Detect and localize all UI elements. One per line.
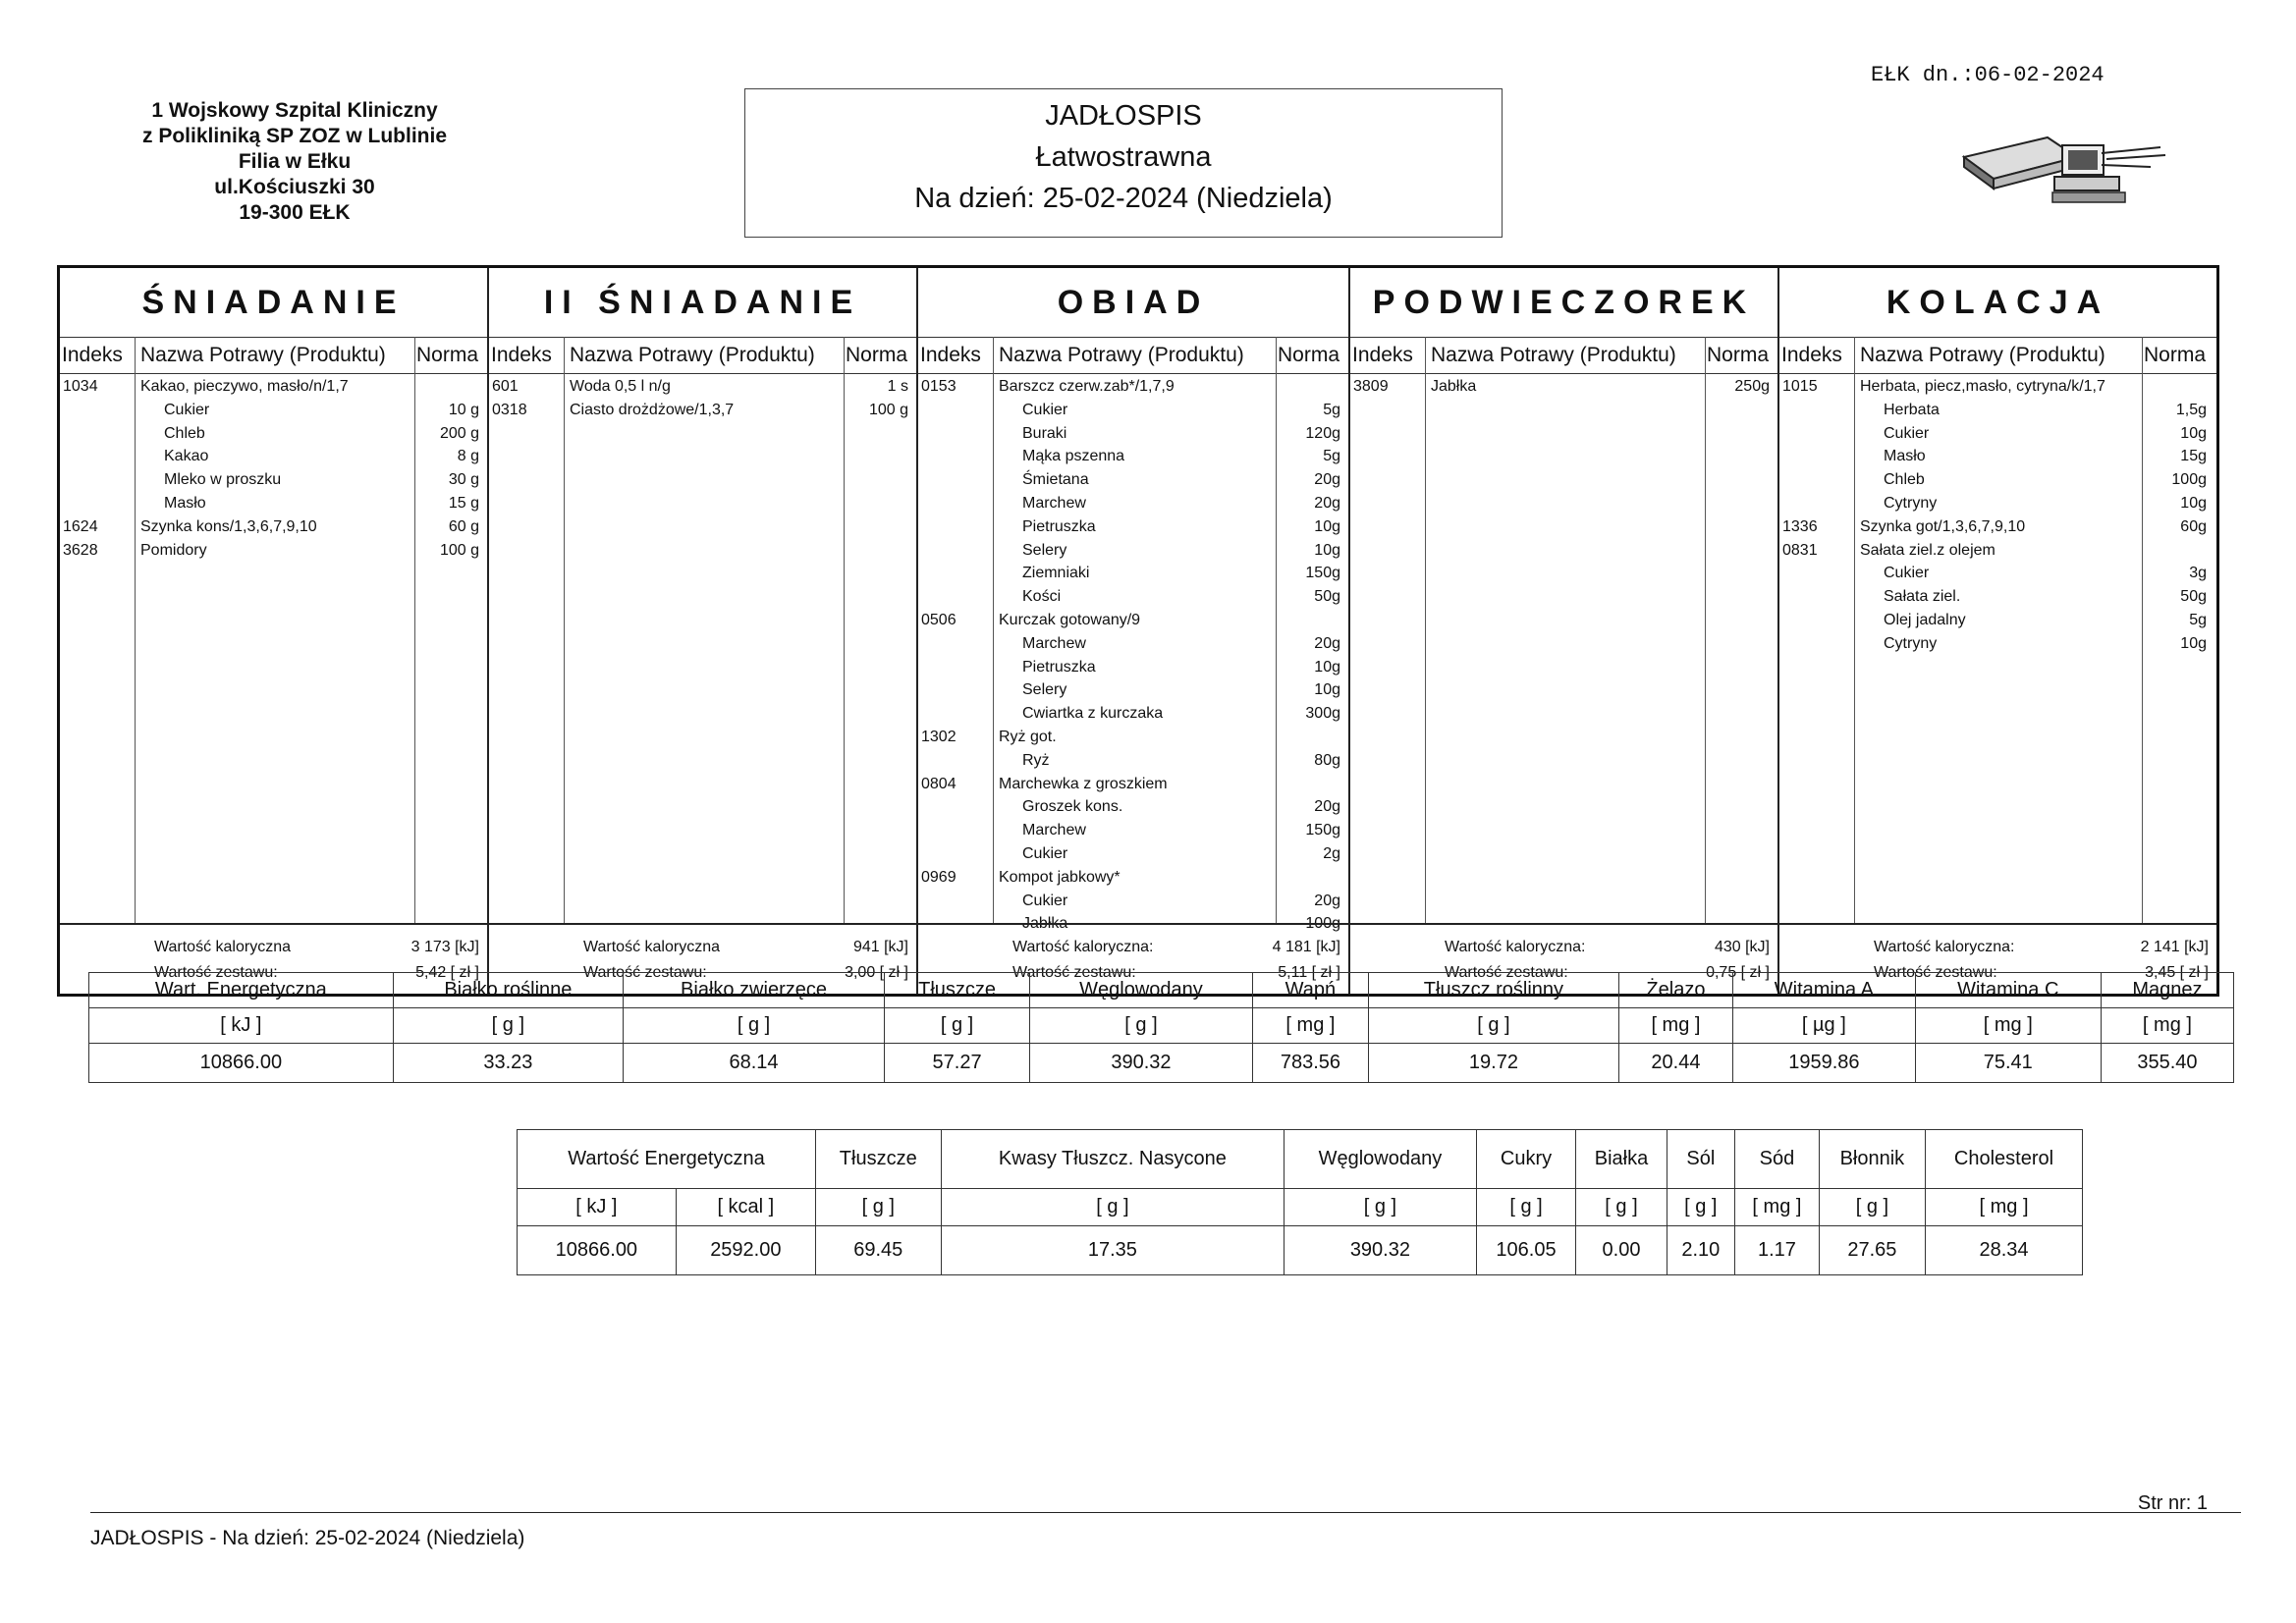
item-norm: 20g	[1314, 471, 1340, 489]
item-norm: 60 g	[448, 517, 479, 535]
cost-label: Wartość zestawu:	[1874, 964, 1997, 981]
menu-row	[918, 425, 1348, 449]
cost-label: Wartość zestawu:	[583, 964, 707, 981]
label-nutrients-header-row	[518, 1130, 2083, 1189]
item-name: Marchewka z groszkiem	[999, 775, 1168, 792]
item-index: 0969	[921, 868, 957, 886]
nutrient-header: Wapń	[1252, 973, 1368, 1008]
menu-row	[1779, 565, 2216, 588]
item-name: Woda 0,5 l n/g	[570, 378, 671, 395]
cost-value: 3,00 [ zł ]	[845, 964, 908, 981]
nutrient-unit: [ g ]	[1369, 1008, 1619, 1044]
item-name: Kompot jabkowy*	[999, 868, 1121, 886]
nutrient-value: 10866.00	[518, 1226, 677, 1275]
menu-row	[1779, 425, 2216, 449]
item-norm: 300g	[1305, 705, 1340, 723]
item-name: Pomidory	[140, 541, 207, 559]
menu-row	[918, 448, 1348, 471]
item-name: Jabłka	[1022, 915, 1068, 933]
column-header: Indeks	[1352, 344, 1413, 366]
meal-column	[1350, 268, 1779, 994]
item-name: Cukier	[164, 401, 210, 418]
nutrient-header: Żelazo	[1618, 973, 1732, 1008]
nutrient-unit: [ kJ ]	[518, 1189, 677, 1226]
item-name: Mąka pszenna	[1022, 448, 1125, 465]
menu-row	[1779, 471, 2216, 495]
menu-row	[918, 705, 1348, 729]
item-name: Cukier	[1022, 892, 1068, 909]
item-name: Cytryny	[1884, 634, 1938, 652]
hospital-line: Filia w Ełku	[238, 150, 352, 173]
nutrient-value: 106.05	[1476, 1226, 1576, 1275]
item-name: Groszek kons.	[1022, 798, 1123, 816]
column-divider	[1425, 337, 1426, 925]
item-index: 1034	[63, 378, 98, 395]
item-norm: 10g	[1314, 541, 1340, 559]
item-name: Marchew	[1022, 494, 1086, 512]
kcal-label: Wartość kaloryczna:	[1012, 939, 1154, 955]
item-index: 0804	[921, 775, 957, 792]
item-index: 0831	[1782, 541, 1818, 559]
nutrient-value: 33.23	[393, 1044, 623, 1083]
item-name: Herbata	[1884, 401, 1940, 418]
meal-column-headers	[489, 337, 916, 374]
label-nutrients-table	[517, 1129, 2083, 1275]
menu-row	[1779, 588, 2216, 612]
column-header: Norma	[846, 344, 908, 366]
item-name: Jabłka	[1431, 378, 1477, 395]
item-index: 3628	[63, 541, 98, 559]
nutrient-value: 390.32	[1030, 1044, 1253, 1083]
menu-row	[60, 495, 487, 518]
menu-row	[1779, 612, 2216, 635]
item-index: 0318	[492, 401, 527, 418]
item-name: Cukier	[1884, 424, 1930, 442]
page-title: JADŁOSPIS	[1045, 100, 1202, 132]
hospital-line: 1 Wojskowy Szpital Kliniczny	[151, 99, 438, 122]
menu-row	[918, 588, 1348, 612]
menu-row	[1779, 402, 2216, 425]
nutrient-value: 1.17	[1735, 1226, 1820, 1275]
item-norm: 30 g	[448, 471, 479, 489]
item-index: 1624	[63, 517, 98, 535]
column-header: Nazwa Potrawy (Produktu)	[1431, 344, 1676, 366]
nutrient-unit: [ mg ]	[2101, 1008, 2233, 1044]
menu-row	[1779, 542, 2216, 566]
meal-column	[489, 268, 918, 994]
nutrient-value: 19.72	[1369, 1044, 1619, 1083]
item-name: Marchew	[1022, 634, 1086, 652]
nutrient-unit: [ g ]	[393, 1008, 623, 1044]
meal-column-headers	[918, 337, 1348, 374]
meal-title: KOLACJA	[1886, 284, 2110, 321]
menu-row	[60, 518, 487, 542]
column-divider	[564, 337, 565, 925]
nutrients-table	[88, 972, 2234, 1083]
nutrient-unit: [ g ]	[1667, 1189, 1735, 1226]
nutrients-value-row	[89, 1044, 2234, 1083]
nutrient-value: 69.45	[815, 1226, 941, 1275]
item-name: Ryż	[1022, 751, 1050, 769]
menu-row	[918, 798, 1348, 822]
nutrient-unit: [ g ]	[941, 1189, 1285, 1226]
menu-row	[1779, 378, 2216, 402]
nutrient-value: 783.56	[1252, 1044, 1368, 1083]
column-header: Norma	[416, 344, 479, 366]
item-norm: 10g	[1314, 658, 1340, 676]
label-nutrients-value-row	[518, 1226, 2083, 1275]
cost-label: Wartość zestawu:	[154, 964, 278, 981]
cost-value: 3,45 [ zł ]	[2145, 964, 2209, 981]
item-norm: 100 g	[439, 541, 479, 559]
menu-row	[60, 378, 487, 402]
item-name: Herbata, piecz,masło, cytryna/k/1,7	[1860, 378, 2105, 395]
meal-rows	[489, 378, 916, 425]
cost-label: Wartość zestawu:	[1445, 964, 1568, 981]
item-name: Chleb	[164, 424, 205, 442]
nutrient-unit: [ mg ]	[1252, 1008, 1368, 1044]
place-date: EŁK dn.:06-02-2024	[1871, 63, 2105, 87]
nutrient-unit: [ g ]	[1476, 1189, 1576, 1226]
menu-row	[60, 471, 487, 495]
nutrient-unit: [ mg ]	[1735, 1189, 1820, 1226]
item-name: Kurczak gotowany/9	[999, 611, 1141, 628]
meal-rows	[918, 378, 1348, 939]
cost-value: 5,11 [ zł ]	[1278, 964, 1340, 981]
nutrient-value: 20.44	[1618, 1044, 1732, 1083]
item-norm: 120g	[1305, 424, 1340, 442]
nutrient-unit: [ g ]	[623, 1008, 884, 1044]
nutrient-header: Witamina C	[1915, 973, 2101, 1008]
menu-row	[60, 448, 487, 471]
menu-row	[918, 893, 1348, 916]
menu-row	[918, 822, 1348, 845]
menu-row	[918, 495, 1348, 518]
nutrient-unit: [ µg ]	[1733, 1008, 1916, 1044]
nutrient-value: 390.32	[1285, 1226, 1476, 1275]
menu-row	[1779, 495, 2216, 518]
nutrient-header: Wartość Energetyczna	[518, 1130, 816, 1189]
menu-row	[489, 402, 916, 425]
item-index: 1302	[921, 728, 957, 745]
meal-column-headers	[1779, 337, 2216, 374]
item-norm: 250g	[1734, 378, 1770, 395]
item-name: Pietruszka	[1022, 658, 1096, 676]
item-name: Szynka got/1,3,6,7,9,10	[1860, 517, 2026, 535]
item-norm: 15g	[2180, 448, 2207, 465]
menu-row	[918, 612, 1348, 635]
meal-title: PODWIECZOREK	[1372, 284, 1756, 321]
menu-row	[60, 542, 487, 566]
menu-row	[918, 565, 1348, 588]
item-norm: 20g	[1314, 798, 1340, 816]
menu-row	[60, 402, 487, 425]
menu-row	[489, 378, 916, 402]
item-name: Selery	[1022, 681, 1067, 699]
menu-row	[1350, 378, 1777, 402]
menu-row	[1779, 448, 2216, 471]
item-norm: 15 g	[448, 494, 479, 512]
cost-value: 5,42 [ zł ]	[415, 964, 479, 981]
item-norm: 10g	[2180, 494, 2207, 512]
column-header: Nazwa Potrawy (Produktu)	[570, 344, 815, 366]
item-norm: 1,5g	[2175, 401, 2207, 418]
diet-name: Łatwostrawna	[1035, 141, 1212, 173]
item-norm: 10g	[2180, 424, 2207, 442]
item-norm: 5g	[1323, 401, 1340, 418]
meal-column	[1779, 268, 2216, 994]
kcal-value: 941 [kJ]	[852, 939, 908, 955]
menu-row	[918, 845, 1348, 869]
item-name: Masło	[164, 494, 206, 512]
column-header: Indeks	[491, 344, 552, 366]
column-header: Indeks	[1781, 344, 1842, 366]
item-name: Śmietana	[1022, 471, 1089, 489]
menu-row	[1779, 635, 2216, 659]
menu-row	[918, 681, 1348, 705]
nutrient-header: Węglowodany	[1285, 1130, 1476, 1189]
menu-row	[918, 729, 1348, 752]
item-norm: 2g	[1323, 844, 1340, 862]
meal-column-headers	[1350, 337, 1777, 374]
nutrient-unit: [ g ]	[1030, 1008, 1253, 1044]
nutrient-header: Białko roślinne	[393, 973, 623, 1008]
menu-row	[918, 635, 1348, 659]
kcal-label: Wartość kaloryczna	[583, 939, 720, 955]
item-name: Ziemniaki	[1022, 565, 1090, 582]
item-norm: 50g	[1314, 588, 1340, 606]
meal-column	[60, 268, 489, 994]
nutrients-unit-row	[89, 1008, 2234, 1044]
item-name: Cukier	[1884, 565, 1930, 582]
item-norm: 100g	[1305, 915, 1340, 933]
column-header: Norma	[1707, 344, 1770, 366]
nutrient-header: Tłuszcz roślinny	[1369, 973, 1619, 1008]
item-name: Cukier	[1022, 401, 1068, 418]
meal-title: ŚNIADANIE	[141, 284, 406, 321]
nutrient-value: 2592.00	[676, 1226, 815, 1275]
meal-rows	[60, 378, 487, 565]
item-norm: 10g	[1314, 681, 1340, 699]
nutrient-unit: [ kcal ]	[676, 1189, 815, 1226]
nutrient-unit: [ mg ]	[1926, 1189, 2083, 1226]
footer-divider	[90, 1512, 2241, 1513]
item-norm: 20g	[1314, 494, 1340, 512]
nutrient-value: 10866.00	[89, 1044, 394, 1083]
item-norm: 8 g	[457, 448, 479, 465]
label-nutrients-unit-row	[518, 1189, 2083, 1226]
nutrient-header: Białko zwierzęce	[623, 973, 884, 1008]
item-norm: 1 s	[887, 378, 908, 395]
item-name: Ryż got.	[999, 728, 1057, 745]
item-name: Cwiartka z kurczaka	[1022, 705, 1164, 723]
column-header: Nazwa Potrawy (Produktu)	[999, 344, 1244, 366]
menu-row	[60, 425, 487, 449]
item-name: Kakao	[164, 448, 209, 465]
item-name: Buraki	[1022, 424, 1067, 442]
kcal-label: Wartość kaloryczna	[154, 939, 291, 955]
item-norm: 150g	[1305, 565, 1340, 582]
nutrient-header: Węglowodany	[1030, 973, 1253, 1008]
item-norm: 80g	[1314, 751, 1340, 769]
nutrient-unit: [ mg ]	[1618, 1008, 1732, 1044]
item-norm: 150g	[1305, 822, 1340, 839]
nutrient-unit: [ mg ]	[1915, 1008, 2101, 1044]
kcal-value: 4 181 [kJ]	[1272, 939, 1340, 955]
nutrient-value: 17.35	[941, 1226, 1285, 1275]
nutrient-header: Tłuszcze	[885, 973, 1030, 1008]
item-norm: 10g	[1314, 517, 1340, 535]
menu-row	[918, 402, 1348, 425]
kcal-value: 3 173 [kJ]	[410, 939, 479, 955]
nutrient-unit: [ g ]	[885, 1008, 1030, 1044]
item-index: 0153	[921, 378, 957, 395]
kcal-label: Wartość kaloryczna:	[1874, 939, 2015, 955]
item-norm: 100 g	[868, 401, 908, 418]
item-norm: 5g	[2189, 611, 2207, 628]
item-index: 1336	[1782, 517, 1818, 535]
nutrient-value: 27.65	[1819, 1226, 1925, 1275]
item-norm: 5g	[1323, 448, 1340, 465]
item-index: 1015	[1782, 378, 1818, 395]
meal-title: OBIAD	[1057, 284, 1210, 321]
nutrient-header: Białka	[1576, 1130, 1667, 1189]
nutrient-header: Błonnik	[1819, 1130, 1925, 1189]
book-computer-logo-icon	[1954, 118, 2170, 208]
nutrient-unit: [ g ]	[1285, 1189, 1476, 1226]
item-norm: 200 g	[439, 424, 479, 442]
item-name: Mleko w proszku	[164, 471, 282, 489]
item-name: Masło	[1884, 448, 1926, 465]
item-name: Barszcz czerw.zab*/1,7,9	[999, 378, 1175, 395]
item-name: Cytryny	[1884, 494, 1938, 512]
menu-row	[918, 378, 1348, 402]
nutrient-value: 68.14	[623, 1044, 884, 1083]
nutrient-unit: [ kJ ]	[89, 1008, 394, 1044]
nutrient-value: 28.34	[1926, 1226, 2083, 1275]
meal-column	[918, 268, 1350, 994]
item-norm: 10g	[2180, 634, 2207, 652]
meal-title: II ŚNIADANIE	[543, 284, 862, 321]
item-norm: 3g	[2189, 565, 2207, 582]
item-index: 0506	[921, 611, 957, 628]
nutrient-value: 0.00	[1576, 1226, 1667, 1275]
nutrient-header: Magnez	[2101, 973, 2233, 1008]
nutrient-unit: [ g ]	[815, 1189, 941, 1226]
item-name: Pietruszka	[1022, 517, 1096, 535]
meal-rows	[1779, 378, 2216, 659]
hospital-line: 19-300 EŁK	[239, 201, 351, 224]
item-norm: 20g	[1314, 634, 1340, 652]
column-header: Indeks	[920, 344, 981, 366]
nutrient-header: Sól	[1667, 1130, 1735, 1189]
kcal-label: Wartość kaloryczna:	[1445, 939, 1586, 955]
meal-column-headers	[60, 337, 487, 374]
column-header: Norma	[1278, 344, 1340, 366]
nutrients-header-row	[89, 973, 2234, 1008]
nutrient-value: 75.41	[1915, 1044, 2101, 1083]
item-name: Szynka kons/1,3,6,7,9,10	[140, 517, 317, 535]
kcal-value: 2 141 [kJ]	[2140, 939, 2209, 955]
item-name: Sałata ziel.	[1884, 588, 1961, 606]
column-divider	[844, 337, 845, 925]
page-number: Str nr: 1	[2137, 1492, 2208, 1514]
item-norm: 60g	[2180, 517, 2207, 535]
column-header: Indeks	[62, 344, 123, 366]
column-header: Norma	[2144, 344, 2207, 366]
menu-row	[918, 752, 1348, 776]
menu-row	[918, 542, 1348, 566]
hospital-address	[118, 98, 471, 226]
kcal-value: 430 [kJ]	[1714, 939, 1770, 955]
item-name: Ciasto drożdżowe/1,3,7	[570, 401, 735, 418]
column-divider	[1705, 337, 1706, 925]
menu-row	[918, 471, 1348, 495]
column-header: Nazwa Potrawy (Produktu)	[1860, 344, 2105, 366]
cost-value: 0,75 [ zł ]	[1706, 964, 1770, 981]
menu-row	[1779, 518, 2216, 542]
column-header: Nazwa Potrawy (Produktu)	[140, 344, 386, 366]
menu-row	[918, 518, 1348, 542]
item-index: 3809	[1353, 378, 1389, 395]
item-norm: 50g	[2180, 588, 2207, 606]
nutrient-value: 2.10	[1667, 1226, 1735, 1275]
item-norm: 10 g	[448, 401, 479, 418]
nutrient-value: 57.27	[885, 1044, 1030, 1083]
item-name: Cukier	[1022, 844, 1068, 862]
nutrient-header: Wart. Energetyczna	[89, 973, 394, 1008]
item-name: Chleb	[1884, 471, 1925, 489]
hospital-line: z Polikliniką SP ZOZ w Lublinie	[142, 125, 447, 147]
nutrient-value: 355.40	[2101, 1044, 2233, 1083]
item-name: Selery	[1022, 541, 1067, 559]
nutrient-header: Tłuszcze	[815, 1130, 941, 1189]
nutrient-header: Witamina A	[1733, 973, 1916, 1008]
menu-row	[918, 659, 1348, 682]
item-norm: 20g	[1314, 892, 1340, 909]
nutrient-unit: [ g ]	[1819, 1189, 1925, 1226]
nutrient-header: Kwasy Tłuszcz. Nasycone	[941, 1130, 1285, 1189]
nutrient-value: 1959.86	[1733, 1044, 1916, 1083]
item-index: 601	[492, 378, 519, 395]
nutrient-header: Cukry	[1476, 1130, 1576, 1189]
item-name: Marchew	[1022, 822, 1086, 839]
item-norm: 100g	[2171, 471, 2207, 489]
nutrient-unit: [ g ]	[1576, 1189, 1667, 1226]
nutrient-header: Sód	[1735, 1130, 1820, 1189]
nutrient-header: Cholesterol	[1926, 1130, 2083, 1189]
menu-row	[918, 776, 1348, 799]
item-name: Sałata ziel.z olejem	[1860, 541, 1995, 559]
hospital-line: ul.Kościuszki 30	[214, 176, 375, 198]
title-box	[744, 88, 1503, 238]
cost-label: Wartość zestawu:	[1012, 964, 1136, 981]
meal-rows	[1350, 378, 1777, 402]
meal-table	[57, 265, 2219, 997]
menu-row	[918, 869, 1348, 893]
item-name: Kości	[1022, 588, 1062, 606]
footer-text: JADŁOSPIS - Na dzień: 25-02-2024 (Niedziela)	[90, 1527, 525, 1549]
item-name: Kakao, pieczywo, masło/n/1,7	[140, 378, 349, 395]
item-name: Olej jadalny	[1884, 611, 1966, 628]
menu-date: Na dzień: 25-02-2024 (Niedziela)	[914, 183, 1333, 214]
